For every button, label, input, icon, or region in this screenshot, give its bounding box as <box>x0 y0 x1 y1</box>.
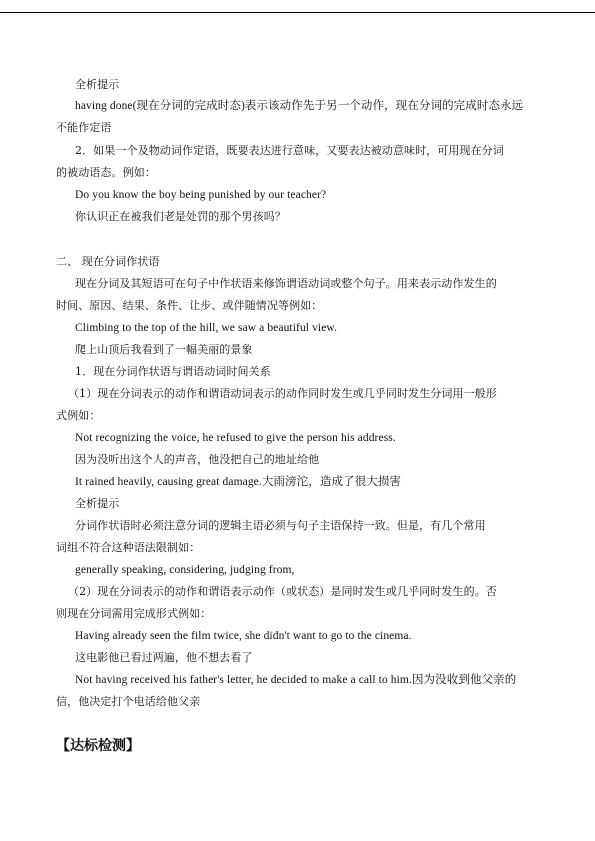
tip-label: 全析提示 <box>75 78 120 91</box>
section-heading: 【达标检测】 <box>56 738 140 754</box>
paragraph-line: 信，他决定打个电话给他父亲 <box>56 695 201 708</box>
paragraph-line: having done(现在分词的完成时态)表示该动作先于另一个动作，现在分词的完成时态永远 <box>75 100 524 112</box>
header-rule <box>0 12 595 13</box>
example-sentence: Do you know the boy being punished by our teacher? <box>75 189 327 201</box>
example-translation: 你认识正在被我们老是处罚的那个男孩吗？ <box>75 210 286 223</box>
section-title: 二、 现在分词作状语 <box>56 255 160 268</box>
example-sentence: Not having received his father's letter, he decided to make a call to him.因为没收到他父亲的 <box>75 674 517 686</box>
paragraph-line: 分词作状语时必须注意分词的逻辑主语必须与句子主语保持一致。但是，有几个常用 <box>75 519 486 532</box>
example-sentence: It rained heavily, causing great damage.大雨滂沱，造成了很大损害 <box>75 476 402 488</box>
paragraph-line: 的被动语态。例如： <box>56 166 156 179</box>
example-sentence: Not recognizing the voice, he refused to give the person his address. <box>75 432 396 444</box>
example-translation: 因为没听出这个人的声音，他没把自己的地址给他 <box>75 453 320 466</box>
example-translation: 这电影他已看过两遍，他不想去看了 <box>75 651 253 664</box>
example-translation: 爬上山顶后我看到了一幅美丽的景象 <box>75 343 253 356</box>
example-sentence: generally speaking, considering, judging from, <box>75 564 295 576</box>
paragraph-line: 现在分词及其短语可在句子中作状语来修饰谓语动词或整个句子。用来表示动作发生的 <box>75 277 497 290</box>
example-sentence: Having already seen the film twice, she didn't want to go to the cinema. <box>75 630 412 642</box>
paragraph-line: 则现在分词需用完成形式例如： <box>56 607 212 620</box>
paragraph-line: 时间、原因、结果、条件、让步、或伴随情况等例如： <box>56 299 323 312</box>
subsection-title: 1．现在分词作状语与谓语动词时间关系 <box>75 365 271 378</box>
paragraph-line: 不能作定语 <box>56 121 112 134</box>
paragraph-line: 词组不符合这种语法限制如： <box>56 541 201 554</box>
tip-label: 全析提示 <box>75 497 120 510</box>
paragraph-line: （2）现在分词表示的动作和谓语表示动作（或状态）是同时发生或几乎同时发生的。否 <box>68 585 497 598</box>
paragraph-line: 2．如果一个及物动词作定语，既要表达进行意味，又要表达被动意味时，可用现在分词 <box>75 144 504 157</box>
paragraph-line: （1）现在分词表示的动作和谓语动词表示的动作同时发生或几乎同时发生分词用一般形 <box>68 387 497 400</box>
example-sentence: Climbing to the top of the hill, we saw a beautiful view. <box>75 322 338 334</box>
paragraph-line: 式例如： <box>56 409 101 422</box>
